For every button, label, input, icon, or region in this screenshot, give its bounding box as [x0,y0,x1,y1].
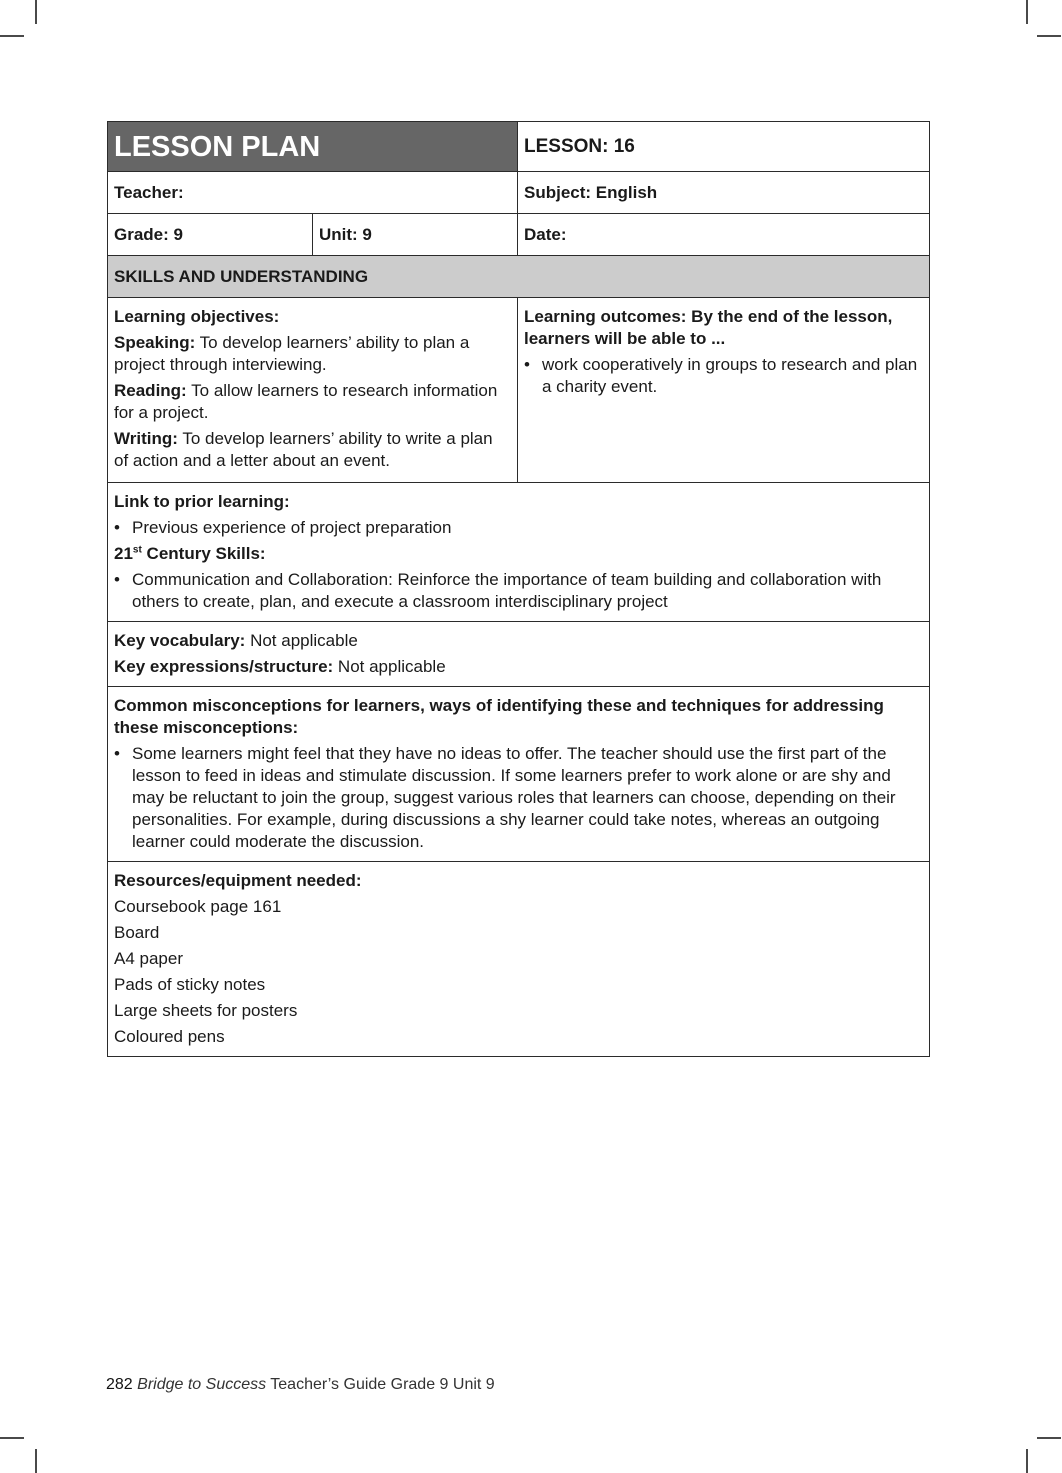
lesson-plan-table [107,121,930,1057]
objective-speaking [114,332,511,376]
objective-writing [114,428,511,472]
book-title: Bridge to Success [137,1376,267,1393]
resource-item: A4 paper [114,949,183,968]
list-item [114,569,923,613]
list-item [114,517,923,539]
key-vocabulary [114,630,923,652]
grade-field: Grade: 9 [108,214,313,256]
lesson-number: LESSON: 16 [518,122,930,172]
crop-mark [0,35,24,37]
resource-item: Coloured pens [114,1027,225,1046]
crop-mark [0,1437,24,1439]
objective-label: Reading: [114,381,187,400]
objective-text: To develop learners’ ability to write a plan of action and a letter about an event. [114,429,493,470]
subject-field: Subject: English [518,172,930,214]
crop-mark [35,0,37,24]
crop-mark [1037,35,1061,37]
objective-text: To allow learners to research information for a project. [114,381,498,422]
key-expressions-value: Not applicable [333,657,446,676]
objective-label: Writing: [114,429,178,448]
century-skills-label: Century Skills: [141,544,266,563]
footer-text: Teacher’s Guide Grade 9 Unit 9 [266,1376,495,1393]
resources-cell [108,862,930,1057]
page-number: 282 [106,1376,133,1393]
list-item [114,743,923,853]
teacher-field: Teacher: [108,172,518,214]
prior-learning-heading: Link to prior learning: [114,492,290,511]
prior-learning-text: Previous experience of project preparation [132,518,452,537]
lesson-plan-title: LESSON PLAN [108,122,518,172]
resources-heading: Resources/equipment needed: [114,871,362,890]
crop-mark [1037,1437,1061,1439]
key-expressions-label: Key expressions/structure: [114,657,334,676]
learning-objectives-heading: Learning objectives: [114,307,280,326]
resource-item: Coursebook page 161 [114,897,282,916]
ordinal-suffix: st [132,544,142,556]
resource-item: Pads of sticky notes [114,975,266,994]
bullet-icon: • [524,355,530,374]
resource-item: Board [114,923,160,942]
learning-objectives-cell [108,298,518,483]
bullet-icon: • [114,744,120,763]
key-vocabulary-label: Key vocabulary: [114,631,246,650]
unit-field: Unit: 9 [313,214,518,256]
century-skills-heading [114,543,923,565]
crop-mark [1026,0,1028,24]
bullet-icon: • [114,518,120,537]
misconceptions-heading: Common misconceptions for learners, ways of identifying these and techniques for addressing these misconceptions: [114,696,884,737]
key-expressions [114,656,923,678]
misconceptions-text: Some learners might feel that they have no ideas to offer. The teacher should use the first part of the lesson to feed in ideas and stimulate discussion. If some learners prefer to work alone or are shy and may be reluctant to join the group, suggest various roles that learners can choose, depending on their personalities. For example, during discussions a shy learner could take notes, whereas an outgoing learner could moderate the discussion. [132,744,896,851]
crop-mark [1026,1449,1028,1473]
century-number: 21 [114,544,133,563]
vocabulary-cell [108,622,930,687]
outcome-text: work cooperatively in groups to research and plan a charity event. [542,355,918,396]
skills-heading: SKILLS AND UNDERSTANDING [108,256,930,298]
objective-reading [114,380,511,424]
page-footer [106,1376,495,1394]
century-skills-text: Communication and Collaboration: Reinforce the importance of team building and collaboration with others to create, plan, and execute a classroom interdisciplinary project [132,570,882,611]
misconceptions-cell [108,687,930,862]
bullet-icon: • [114,570,120,589]
learning-outcomes-cell [518,298,930,483]
date-field: Date: [518,214,930,256]
objective-label: Speaking: [114,333,196,352]
objective-text: To develop learners’ ability to plan a project through interviewing. [114,333,470,374]
resource-item: Large sheets for posters [114,1001,298,1020]
learning-outcomes-heading: Learning outcomes: By the end of the lesson, learners will be able to ... [524,307,893,348]
crop-mark [35,1449,37,1473]
list-item [524,354,923,398]
prior-learning-cell [108,483,930,622]
key-vocabulary-value: Not applicable [245,631,358,650]
